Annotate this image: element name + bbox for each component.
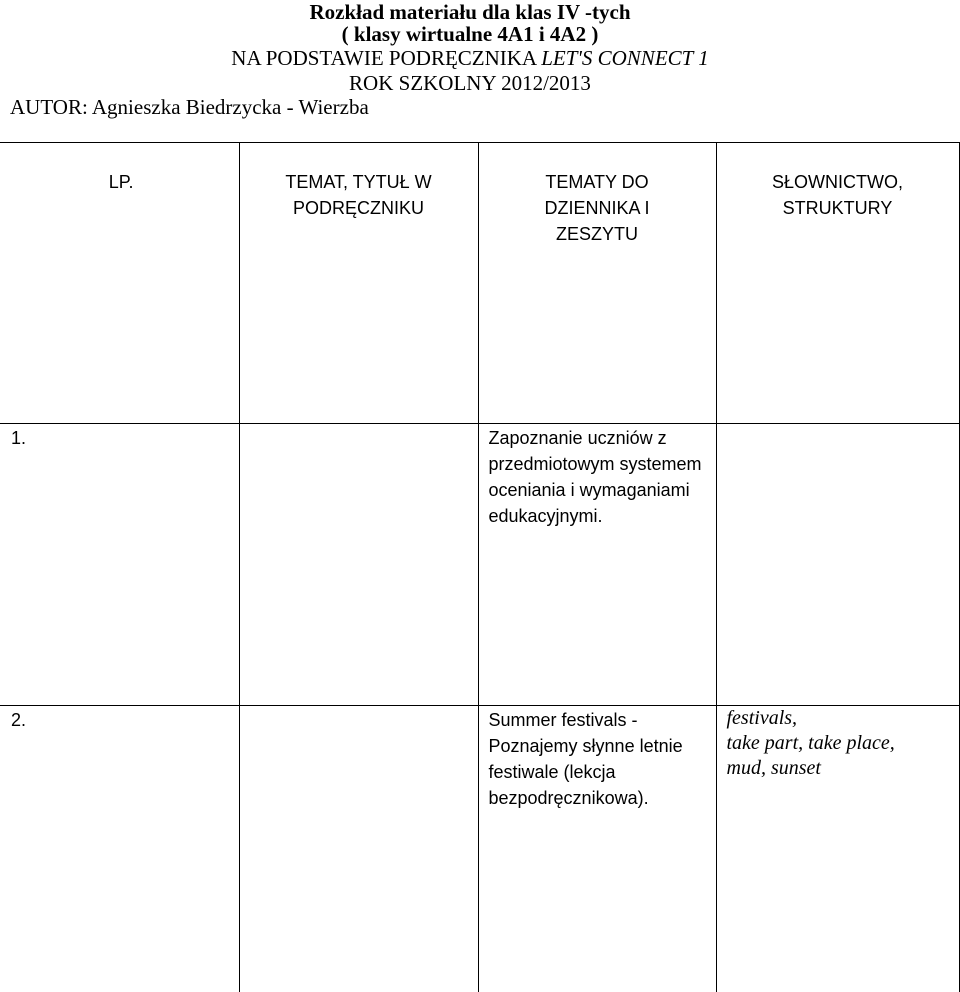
header-textbook [0,46,940,70]
header-textbook-prefix: NA PODSTAWIE PODRĘCZNIKA [231,46,542,70]
lesson-plan-table [0,142,960,992]
column-header-lp: LP. [0,143,239,424]
column-header-vocabulary: SŁOWNICTWO, STRUKTURY [716,143,959,424]
header-classes: ( klasy wirtualne 4A1 i 4A2 ) [341,22,599,46]
row-topic: Zapoznanie uczniów z przedmiotowym systemem oceniania i wymaganiami edukacyjnymi. [478,424,716,706]
header-textbook-name: LET'S CONNECT 1 [541,46,709,70]
row-title [239,424,478,706]
row-vocabulary [716,706,959,992]
vocab-line: take part, take place, [726,732,895,754]
vocab-line: mud, sunset [726,757,821,779]
row-lp: 1. [0,424,239,706]
column-header-topics: TEMATY DO DZIENNIKA I ZESZYTU [478,143,716,424]
vocab-line: festivals, [726,707,798,729]
table-header-row [0,143,959,424]
column-header-title: TEMAT, TYTUŁ W PODRĘCZNIKU [239,143,478,424]
header-author: AUTOR: Agnieszka Biedrzycka - Wierzba [10,95,369,119]
row-vocabulary [716,424,959,706]
header-school-year: ROK SZKOLNY 2012/2013 [349,71,591,95]
row-lp: 2. [0,706,239,992]
table-row [0,706,959,992]
row-title [239,706,478,992]
header-title: Rozkład materiału dla klas IV -tych [309,0,631,24]
row-topic: Summer festivals - Poznajemy słynne letnie festiwale (lekcja bezpodręcznikowa). [478,706,716,992]
table-row [0,424,959,706]
